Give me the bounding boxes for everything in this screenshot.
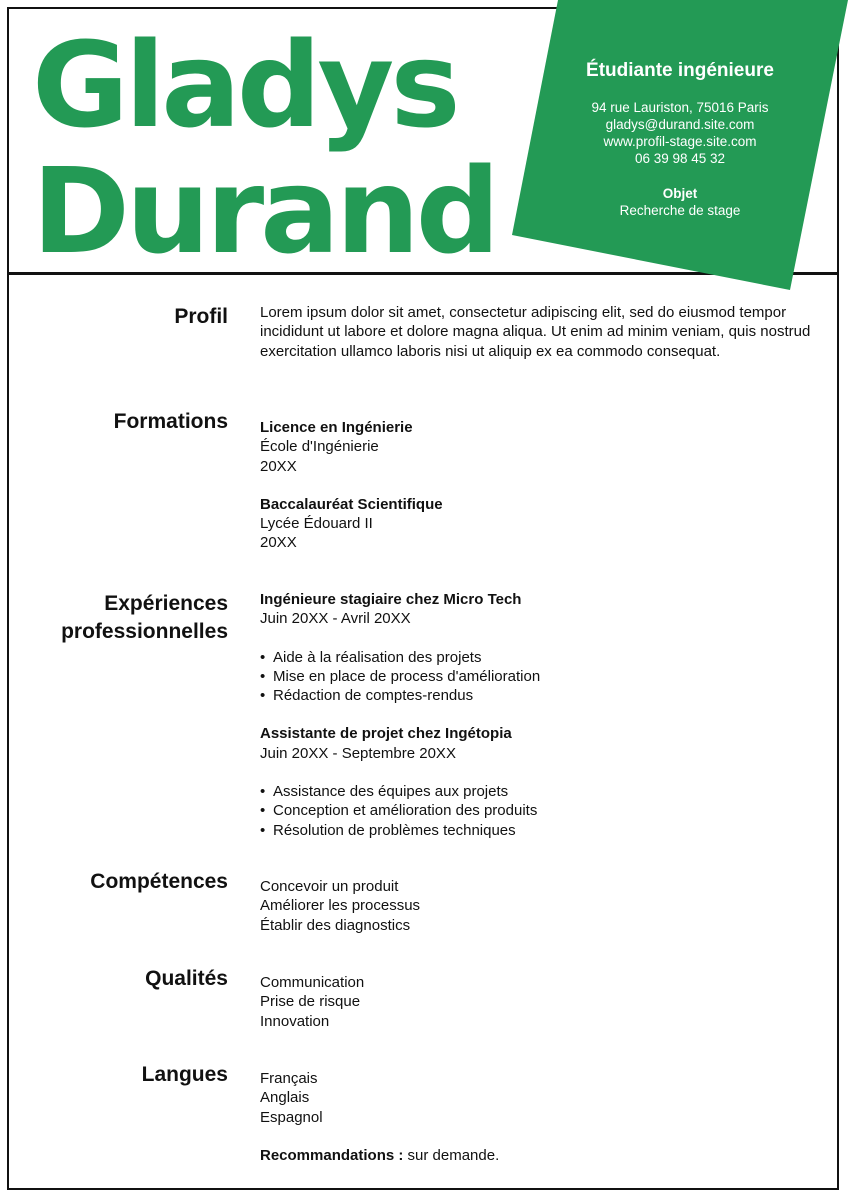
list-item: Anglais	[260, 1089, 310, 1107]
experiences-heading	[61, 590, 228, 646]
experience-dates: Juin 20XX - Avril 20XX	[260, 610, 411, 628]
experience-role: Assistante de projet chez Ingétopia	[260, 725, 512, 743]
phone: 06 39 98 45 32	[634, 151, 726, 166]
list-item: • Aide à la réalisation des projets	[260, 648, 815, 667]
competences-list	[260, 877, 815, 935]
experience-item	[260, 724, 815, 839]
formation-year: 20XX	[260, 457, 297, 475]
list-item: Espagnol	[260, 1108, 323, 1126]
langues-heading: Langues	[141, 1063, 228, 1086]
langues-list	[260, 1069, 815, 1165]
formation-item	[260, 418, 815, 476]
list-item: Prise de risque	[260, 993, 361, 1011]
formations-heading: Formations	[113, 410, 228, 433]
objective: Recherche de stage	[619, 203, 741, 218]
recommendations	[260, 1146, 815, 1165]
list-item: Français	[260, 1070, 318, 1087]
list-item: Établir des diagnostics	[260, 916, 411, 934]
recommendations-text: sur demande.	[403, 1146, 500, 1164]
experience-item	[260, 590, 815, 705]
experiences-list	[260, 590, 815, 840]
formation-item	[260, 495, 815, 553]
qualites-heading: Qualités	[145, 967, 228, 990]
list-item: Concevoir un produit	[260, 878, 399, 895]
recommendations-label: Recommandations :	[260, 1146, 404, 1164]
list-item: Innovation	[260, 1012, 330, 1030]
candidate-name	[32, 16, 497, 280]
email: gladys@durand.site.com	[605, 117, 755, 132]
formation-degree: Baccalauréat Scientifique	[260, 495, 443, 513]
experience-role: Ingénieure stagiaire chez Micro Tech	[260, 591, 522, 608]
experiences-heading-line1: Expériences	[104, 592, 228, 615]
list-item: • Résolution de problèmes techniques	[260, 821, 815, 840]
profil-heading: Profil	[174, 305, 228, 328]
website: www.profil-stage.site.com	[603, 134, 757, 149]
competences-heading: Compétences	[90, 870, 228, 893]
formation-degree: Licence en Ingénierie	[260, 419, 413, 436]
experience-tasks	[260, 648, 815, 706]
list-item: Améliorer les processus	[260, 897, 421, 915]
experiences-heading-line2: professionnelles	[61, 620, 228, 643]
first-name: Gladys	[32, 16, 457, 154]
formation-school: Lycée Édouard II	[260, 515, 373, 533]
contact-panel	[540, 60, 820, 219]
list-item: Communication	[260, 974, 365, 991]
formations-list	[260, 418, 815, 553]
list-item: • Mise en place de process d'amélioration	[260, 667, 815, 686]
list-item: • Rédaction de comptes-rendus	[260, 686, 815, 705]
experience-tasks	[260, 782, 815, 840]
profil-text: Lorem ipsum dolor sit amet, consectetur adipiscing elit, sed do eiusmod tempor incididunt ut labore et dolore magna aliqua. Ut enim ad minim veniam, quis nostrud exercitation ullamco laboris nisi ut aliquip ex ea commodo consequat.	[260, 304, 811, 360]
address: 94 rue Lauriston, 75016 Paris	[591, 100, 769, 115]
formation-school: École d'Ingénierie	[260, 438, 379, 456]
list-item: • Conception et amélioration des produits	[260, 801, 815, 820]
objective-label: Objet	[662, 186, 698, 201]
last-name: Durand	[32, 142, 497, 280]
job-title: Étudiante ingénieure	[586, 60, 774, 81]
formation-year: 20XX	[260, 534, 297, 552]
list-item: • Assistance des équipes aux projets	[260, 782, 815, 801]
qualites-list	[260, 973, 815, 1031]
experience-dates: Juin 20XX - Septembre 20XX	[260, 744, 456, 762]
